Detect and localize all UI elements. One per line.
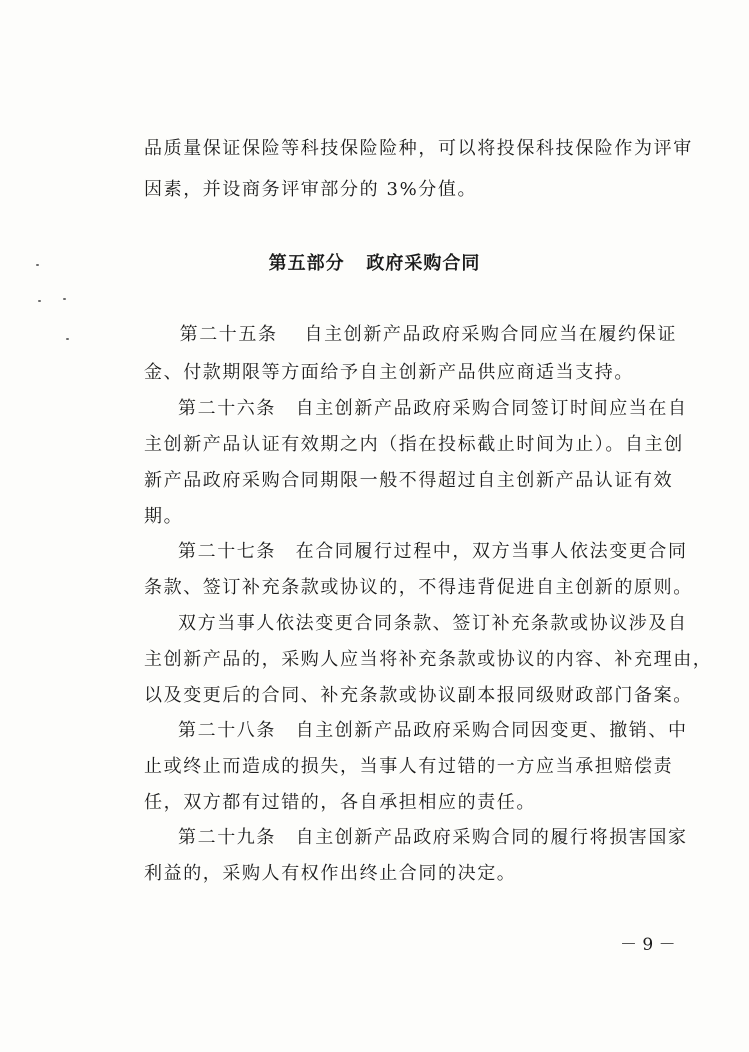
page-number: － 9 －	[620, 935, 676, 955]
article-text-line: 主创新产品的，采购人应当将补充条款或协议的内容、补充理由，	[144, 649, 713, 670]
article-text-line: 利益的，采购人有权作出终止合同的决定。	[144, 863, 517, 884]
article-text-line: 第二十六条 自主创新产品政府采购合同签订时间应当在自	[178, 398, 688, 419]
article-text-line: 第二十八条 自主创新产品政府采购合同因变更、撤销、中	[178, 720, 688, 741]
body-text-line: 因素，并设商务评审部分的 3%分值。	[144, 179, 478, 200]
article-text-line: 条款、签订补充条款或协议的，不得违背促进自主创新的原则。	[144, 577, 693, 598]
article-text-line: 新产品政府采购合同期限一般不得超过自主创新产品认证有效	[144, 470, 674, 491]
scan-speck	[38, 300, 41, 302]
article-text-line: 第二十九条 自主创新产品政府采购合同的履行将损害国家	[178, 827, 688, 848]
body-text-line: 品质量保证保险等科技保险险种，可以将投保科技保险作为评审	[144, 138, 693, 159]
section-heading: 第五部分 政府采购合同	[268, 253, 481, 274]
article-text-line: 止或终止而造成的损失，当事人有过错的一方应当承担赔偿责	[144, 756, 674, 777]
article-text-line: 双方当事人依法变更合同条款、签订补充条款或协议涉及自	[178, 613, 688, 634]
article-text-line: 以及变更后的合同、补充条款或协议副本报同级财政部门备案。	[144, 685, 693, 706]
article-text-line: 任，双方都有过错的，各自承担相应的责任。	[144, 792, 536, 813]
article-text-line: 金、付款期限等方面给予自主创新产品供应商适当支持。	[144, 362, 634, 383]
scan-speck	[36, 264, 39, 266]
scan-speck	[63, 298, 66, 300]
article-text-line: 期。	[144, 506, 184, 527]
article-text-line: 主创新产品认证有效期之内（指在投标截止时间为止）。自主创	[144, 434, 684, 455]
article-text-line: 第二十七条 在合同履行过程中，双方当事人依法变更合同	[178, 541, 688, 562]
article-text-line: 第二十五条 自主创新产品政府采购合同应当在履约保证	[160, 324, 677, 345]
scan-speck	[66, 338, 69, 340]
